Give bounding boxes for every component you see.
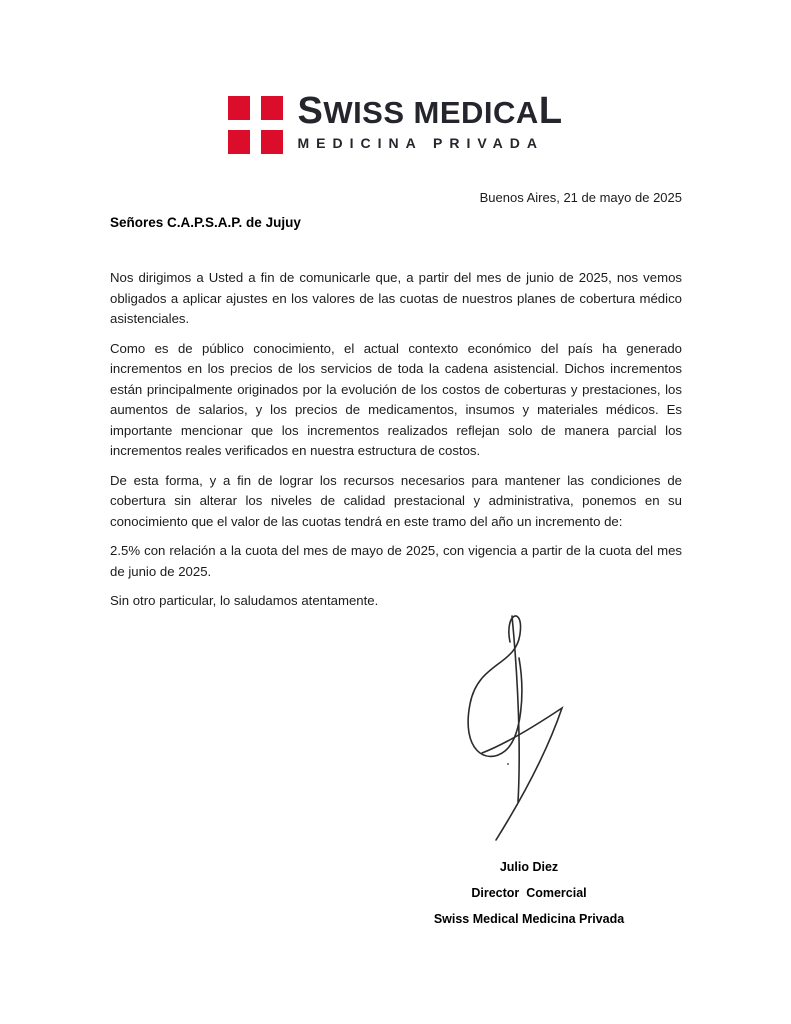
- swiss-medical-logo: [0, 92, 791, 154]
- wordmark-letter: S: [297, 90, 324, 132]
- signer-title: Director Comercial: [471, 886, 587, 900]
- signer-name: Julio Diez: [499, 860, 559, 874]
- paragraph: 2.5% con relación a la cuota del mes de mayo de 2025, con vigencia a partir de la cuota del mes de junio de 2025.: [110, 543, 682, 579]
- cross-square: [261, 130, 283, 154]
- logo-text: [297, 92, 562, 151]
- paragraph: Nos dirigimos a Usted a fin de comunicarle que, a partir del mes de junio de 2025, nos vemos obligados a aplicar ajustes en los valores de las cuotas de nuestros planes de cobertura médico asistenciales.: [110, 270, 682, 326]
- wordmark-letters: MEDICA: [413, 95, 539, 130]
- paragraph: Como es de público conocimiento, el actual contexto económico del país ha generado incrementos en los precios de los servicios de toda la cadena asistencial. Dichos incrementos están principalmente originados por la evolución de los costos de coberturas y prestaciones, los aumentos de salarios, y los precios de medicamentos, insumos y materiales médicos. Es importante mencionar que los incrementos realizados reflejan solo de manera parcial los incrementos reales verificados en nuestra estructura de costos.: [110, 340, 682, 458]
- swiss-cross-icon: [228, 96, 283, 154]
- signer-block: [398, 860, 660, 938]
- addressee: Señores C.A.P.S.A.P. de Jujuy: [110, 215, 301, 230]
- signer-company: Swiss Medical Medicina Privada: [433, 912, 625, 926]
- wordmark-letter: L: [538, 90, 563, 132]
- cross-square: [228, 130, 250, 154]
- dateline: Buenos Aires, 21 de mayo de 2025: [479, 190, 682, 205]
- brand-wordmark: [297, 92, 562, 130]
- cross-square: [261, 96, 283, 120]
- paragraph: De esta forma, y a fin de lograr los recursos necesarios para mantener las condiciones de cobertura sin alterar los niveles de calidad prestacional y administrativa, ponemos en su conocimiento que el valor de las cuotas tendrá en este tramo del año un incremento de:: [110, 472, 682, 529]
- cross-square: [228, 96, 250, 120]
- paragraph: Sin otro particular, lo saludamos atentamente.: [110, 593, 379, 608]
- brand-tagline: MEDICINA PRIVADA: [297, 135, 545, 151]
- signature-scribble: [448, 600, 572, 848]
- wordmark-letters: WISS: [323, 95, 405, 130]
- letter-body: [110, 268, 682, 621]
